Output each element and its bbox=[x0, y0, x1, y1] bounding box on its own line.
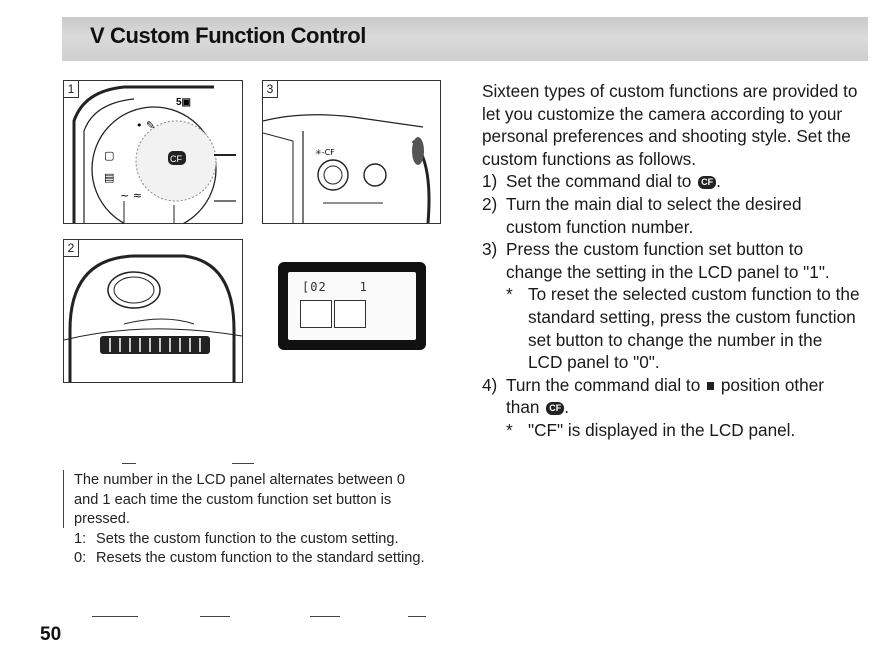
note-item-text: Resets the custom function to the standard setting. bbox=[96, 550, 425, 566]
camera-top-illustration bbox=[263, 81, 440, 223]
step-text-mid: position other than bbox=[506, 374, 825, 418]
figure-label: 1 bbox=[64, 81, 79, 98]
svg-text:5▣: 5▣ bbox=[176, 97, 192, 108]
cf-icon: CF bbox=[698, 176, 716, 189]
divider bbox=[408, 616, 426, 617]
note-item-text: Sets the custom function to the custom setting. bbox=[96, 530, 399, 547]
note-item-0 bbox=[74, 549, 426, 569]
cf-icon: CF bbox=[546, 402, 564, 415]
figure-1-mode-dial bbox=[63, 80, 243, 224]
svg-text:▢: ▢ bbox=[104, 149, 115, 162]
note-text: To reset the selected custom function to the standard setting, press the custom function set button to change the number in the LCD panel to "0". bbox=[528, 284, 860, 373]
lcd-panel bbox=[278, 262, 426, 350]
note-text: "CF" is displayed in the LCD panel. bbox=[528, 419, 796, 440]
square-position-icon bbox=[707, 382, 714, 390]
lcd-segment bbox=[334, 300, 366, 328]
note-item-key: 0: bbox=[74, 550, 87, 566]
note-item-1 bbox=[74, 530, 426, 550]
note-rule bbox=[63, 470, 64, 528]
lcd-segment bbox=[300, 300, 332, 328]
step-number: 1) bbox=[482, 171, 498, 192]
step-text: Press the custom function set button to change the setting in the LCD panel to "1". bbox=[506, 239, 830, 282]
step-number: 2) bbox=[482, 193, 498, 214]
figure-3-camera-top bbox=[262, 80, 441, 224]
lcd-readout: [02 1 bbox=[302, 280, 368, 294]
camera-back-illustration bbox=[64, 240, 242, 382]
step-text-end: . bbox=[564, 397, 570, 418]
step-text-end: . bbox=[716, 171, 721, 192]
step-text: Set the command dial to bbox=[506, 171, 692, 192]
divider bbox=[310, 616, 340, 617]
step-number: 4) bbox=[482, 374, 498, 395]
lcd-display bbox=[288, 272, 416, 340]
svg-text:• ✎: • ✎ bbox=[136, 119, 156, 132]
intro-paragraph: Sixteen types of custom functions are provided to let you customize the camera according to your personal preferences and shooting style. Set the custom functions as follows. bbox=[482, 81, 858, 169]
step-text: Turn the command dial to bbox=[506, 374, 701, 395]
svg-text:~ ≈: ~ ≈ bbox=[120, 189, 142, 202]
svg-text:✳-CF: ✳-CF bbox=[315, 148, 335, 157]
divider bbox=[200, 616, 230, 617]
step-1 bbox=[482, 170, 860, 193]
step-2 bbox=[482, 193, 860, 238]
step-4 bbox=[482, 374, 860, 419]
page-number: 50 bbox=[40, 624, 62, 645]
divider bbox=[122, 463, 136, 464]
svg-text:CF: CF bbox=[170, 154, 182, 164]
step-3 bbox=[482, 238, 860, 283]
step-text: Turn the main dial to select the desired custom function number. bbox=[506, 193, 802, 237]
instructions-column bbox=[482, 80, 860, 442]
note-intro: The number in the LCD panel alternates between 0 and 1 each time the custom function set button is pressed. bbox=[74, 472, 405, 527]
step-number: 3) bbox=[482, 239, 498, 260]
lcd-note bbox=[74, 471, 426, 569]
step-4-note bbox=[482, 419, 860, 442]
asterisk-mark: * bbox=[506, 419, 513, 440]
figure-2-camera-back bbox=[63, 239, 243, 383]
divider bbox=[92, 616, 138, 617]
asterisk-mark: * bbox=[506, 284, 513, 305]
divider bbox=[232, 463, 254, 464]
step-3-note bbox=[482, 283, 860, 373]
mode-dial-illustration bbox=[64, 81, 242, 223]
page-title: V Custom Function Control bbox=[90, 23, 366, 48]
note-item-key: 1: bbox=[74, 530, 87, 547]
figure-label: 3 bbox=[263, 81, 278, 98]
figure-label: 2 bbox=[64, 240, 79, 257]
svg-text:▤: ▤ bbox=[104, 171, 115, 184]
